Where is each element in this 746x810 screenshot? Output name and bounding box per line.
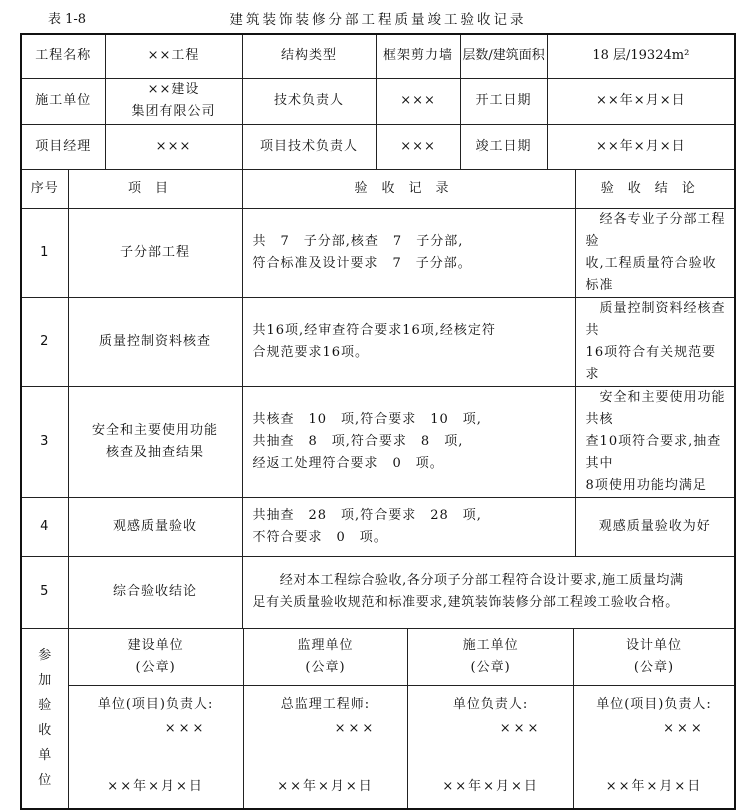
signature: ××× <box>334 720 377 736</box>
sign-date: ××年×月×日 <box>277 778 374 794</box>
header-no: 序号 <box>21 169 68 208</box>
table-row <box>21 556 735 628</box>
pm-label: 项目经理 <box>21 124 105 169</box>
row-number: 5 <box>21 556 68 628</box>
table-row <box>21 386 735 497</box>
unit-construction <box>408 629 574 808</box>
unit-design <box>573 629 734 808</box>
signature: ××× <box>164 720 207 736</box>
tech-lead-value: ××× <box>376 78 460 124</box>
sign-date: ××年×月×日 <box>107 778 204 794</box>
record-line: 共16项,经审查符合要求16项,经核定符 <box>252 322 496 338</box>
record-line: 共核查 10 项,符合要求 10 项, <box>252 411 482 427</box>
row-item <box>68 297 242 386</box>
row-number: 3 <box>21 386 68 497</box>
row-item-line: 观感质量验收 <box>113 518 198 534</box>
signer-label: 单位(项目)负责人: <box>97 696 214 712</box>
signature: ××× <box>663 720 705 736</box>
completion-date-value: ××年×月×日 <box>547 124 735 169</box>
record-line: 足有关质量验收规范和标准要求,建筑装饰装修分部工程竣工验收合格。 <box>252 595 679 610</box>
header-record: 验收记录 <box>242 169 575 208</box>
conclusion-line: 收,工程质量符合验收标准 <box>585 255 717 293</box>
participants-label <box>21 628 68 809</box>
row-conclusion <box>575 497 735 556</box>
contractor-label: 施工单位 <box>21 78 105 124</box>
sign-date: ××年×月×日 <box>442 778 539 794</box>
unit-seal: (公章) <box>470 659 511 675</box>
acceptance-record-table <box>20 33 736 810</box>
structure-type-label: 结构类型 <box>242 34 376 78</box>
row-item-line: 质量控制资料核查 <box>99 333 212 349</box>
participants-area <box>68 628 735 809</box>
signer-label: 单位负责人: <box>452 696 529 712</box>
record-line: 经返工处理符合要求 0 项。 <box>252 455 444 471</box>
conclusion-line: 观感质量验收为好 <box>598 518 711 534</box>
start-date-label: 开工日期 <box>460 78 547 124</box>
row-record <box>242 556 735 628</box>
row-record <box>242 297 575 386</box>
project-tech-lead-value: ××× <box>376 124 460 169</box>
row-number: 1 <box>21 208 68 297</box>
signer-label: 单位(项目)负责人: <box>596 696 712 712</box>
contractor-line: 集团有限公司 <box>131 104 216 119</box>
row-record <box>242 208 575 297</box>
project-tech-lead-label: 项目技术负责人 <box>242 124 376 169</box>
record-line: 共 7 子分部,核查 7 子分部, <box>252 233 464 249</box>
row-item <box>68 386 242 497</box>
row-item <box>68 497 242 556</box>
header-row <box>21 169 735 208</box>
completion-date-label: 竣工日期 <box>460 124 547 169</box>
signer-label: 总监理工程师: <box>280 696 371 712</box>
floors-area-value: 18 层/19324m² <box>547 34 735 78</box>
row-conclusion <box>575 208 735 297</box>
unit-supervision <box>243 629 408 808</box>
conclusion-line: 查10项符合要求,抽查其中 <box>585 433 722 471</box>
unit-build <box>69 629 244 808</box>
row-item <box>68 556 242 628</box>
record-line: 合规范要求16项。 <box>252 344 370 360</box>
structure-type-value: 框架剪力墙 <box>376 34 460 78</box>
table-row <box>21 208 735 297</box>
record-line: 经对本工程综合验收,各分项子分部工程符合设计要求,施工质量均满 <box>252 573 684 588</box>
document-title: 建筑装饰装修分部工程质量竣工验收记录 <box>229 12 527 28</box>
row-record <box>242 386 575 497</box>
unit-name: 设计单位 <box>625 637 682 653</box>
info-row <box>21 34 735 78</box>
info-row <box>21 78 735 124</box>
row-item-line: 子分部工程 <box>120 244 191 260</box>
record-line: 符合标准及设计要求 7 子分部。 <box>252 255 472 271</box>
conclusion-line: 安全和主要使用功能共核 <box>585 389 726 427</box>
unit-seal: (公章) <box>305 659 346 675</box>
conclusion-line: 16项符合有关规范要求 <box>585 344 717 382</box>
contractor-value <box>105 78 242 124</box>
conclusion-line: 8项使用功能均满足 <box>585 477 707 493</box>
participants-label-text: 参加验收单位 <box>38 648 52 788</box>
row-conclusion <box>575 297 735 386</box>
unit-name: 监理单位 <box>297 637 354 653</box>
signature: ××× <box>499 720 542 736</box>
participants-row <box>21 628 735 809</box>
table-row <box>21 497 735 556</box>
row-record <box>242 497 575 556</box>
row-item-line: 综合验收结论 <box>113 584 198 599</box>
header-conclusion: 验收结论 <box>575 169 735 208</box>
row-item-line: 安全和主要使用功能 <box>92 422 219 438</box>
record-line: 共抽查 8 项,符合要求 8 项, <box>252 433 464 449</box>
contractor-line: ××建设 <box>147 82 200 97</box>
project-name-label: 工程名称 <box>21 34 105 78</box>
conclusion-line: 经各专业子分部工程验 <box>585 211 726 249</box>
info-row <box>21 124 735 169</box>
floors-area-label: 层数/建筑面积 <box>460 34 547 78</box>
unit-name: 建设单位 <box>127 637 184 653</box>
row-conclusion <box>575 386 735 497</box>
start-date-value: ××年×月×日 <box>547 78 735 124</box>
row-item <box>68 208 242 297</box>
table-number: 表 1-8 <box>48 12 87 27</box>
header-item: 项目 <box>68 169 242 208</box>
row-item-line: 核查及抽查结果 <box>106 444 205 460</box>
record-line: 共抽查 28 项,符合要求 28 项, <box>252 507 482 523</box>
row-number: 2 <box>21 297 68 386</box>
unit-name: 施工单位 <box>462 637 519 653</box>
unit-seal: (公章) <box>135 659 176 675</box>
table-row <box>21 297 735 386</box>
record-line: 不符合要求 0 项。 <box>252 529 388 545</box>
row-number: 4 <box>21 497 68 556</box>
tech-lead-label: 技术负责人 <box>242 78 376 124</box>
sign-date: ××年×月×日 <box>605 778 703 794</box>
unit-seal: (公章) <box>633 659 675 675</box>
pm-value: ××× <box>105 124 242 169</box>
project-name-value: ××工程 <box>105 34 242 78</box>
conclusion-line: 质量控制资料经核查共 <box>585 300 726 338</box>
